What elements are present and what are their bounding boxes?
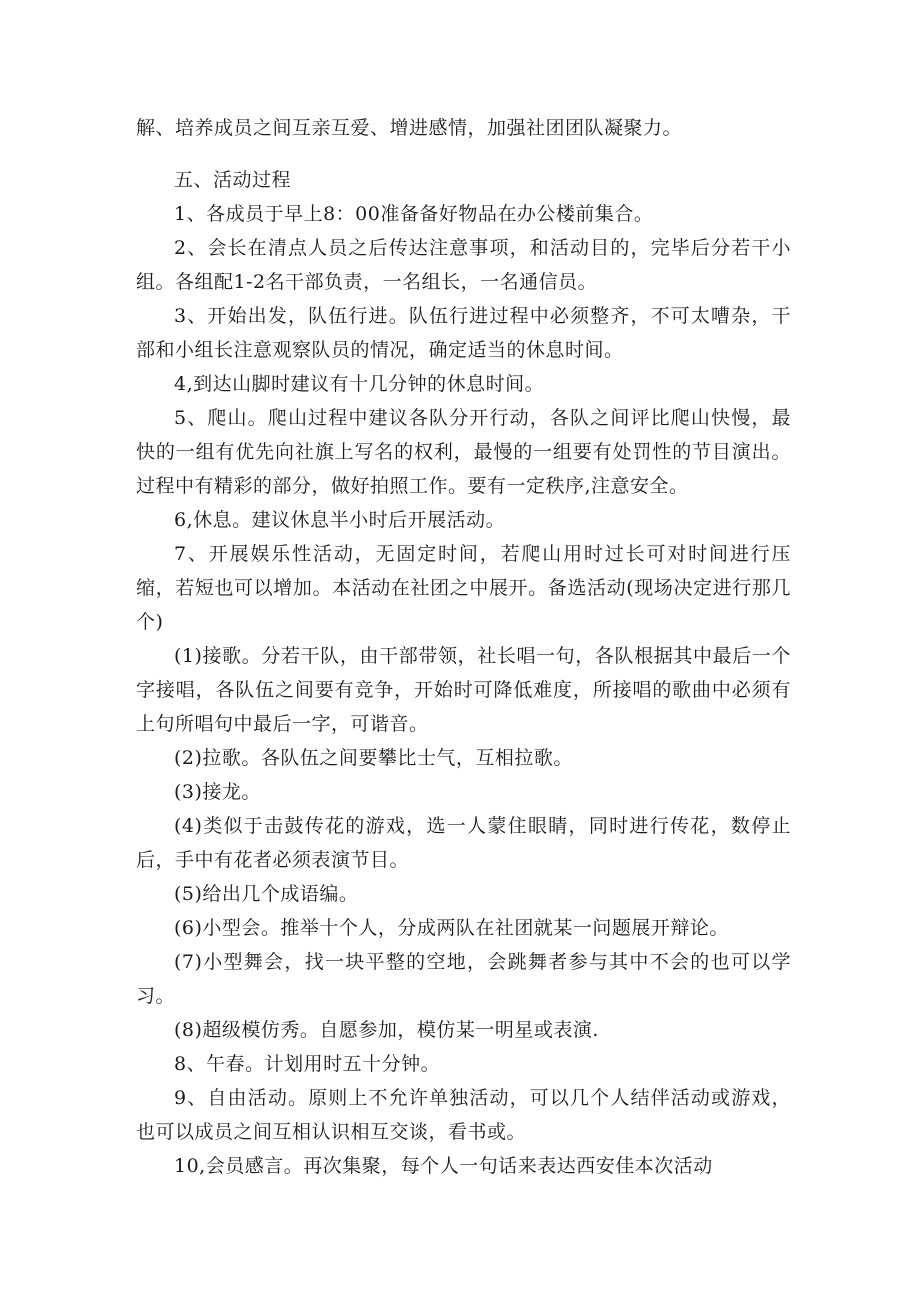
document-body [136,111,791,1183]
paragraph-step-10: 10,会员感言。再次集聚，每个人一句话来表达西安佳本次活动 [174,1155,713,1177]
paragraph-step-9: 9、自由活动。原则上不允许单独活动，可以几个人结伴活动或游戏，也可以成员之间互相认识相互交谈，看书或。 [136,1087,791,1143]
paragraph-activity-1: (1)接歌。分若干队，由干部带领，社长唱一句，各队根据其中最后一个字接唱，各队伍之间要有竞争，开始时可降低难度，所接唱的歌曲中必须有上句所唱句中最后一字，可谐音。 [136,645,791,735]
paragraph-step-1: 1、各成员于早上8：00准备备好物品在办公楼前集合。 [174,203,654,225]
section-heading: 五、活动过程 [174,169,292,191]
paragraph-step-5: 5、爬山。爬山过程中建议各队分开行动，各队之间评比爬山快慢，最快的一组有优先向社旗上写名的权利，最慢的一组要有处罚性的节目演出。过程中有精彩的部分，做好拍照工作。要有一定秩序,注意安全。 [136,407,791,497]
paragraph-activity-4: (4)类似于击鼓传花的游戏，选一人蒙住眼睛，同时进行传花，数停止后，手中有花者必须表演节目。 [136,815,791,871]
paragraph-step-4: 4,到达山脚时建议有十几分钟的休息时间。 [174,373,545,395]
paragraph-step-8: 8、午春。计划用时五十分钟。 [174,1053,441,1075]
paragraph-activity-7: (7)小型舞会，找一块平整的空地，会跳舞者参与其中不会的也可以学习。 [136,951,791,1007]
paragraph-step-6: 6,休息。建议休息半小时后开展活动。 [174,509,506,531]
paragraph-activity-6: (6)小型会。推举十个人，分成两队在社团就某一问题展开辩论。 [174,917,729,939]
paragraph-activity-5: (5)给出几个成语编。 [174,883,359,905]
paragraph-step-3: 3、开始出发，队伍行进。队伍行进过程中必须整齐，不可太嘈杂，干部和小组长注意观察队员的情况，确定适当的休息时间。 [136,305,791,361]
paragraph-activity-8: (8)超级模仿秀。自愿参加，模仿某一明星或表演. [174,1019,599,1041]
paragraph-step-2: 2、会长在清点人员之后传达注意事项，和活动目的，完毕后分若干小组。各组配1-2名干部负责，一名组长，一名通信员。 [136,237,791,293]
paragraph-activity-2: (2)拉歌。各队伍之间要攀比士气，互相拉歌。 [174,747,573,769]
paragraph-continuation: 解、培养成员之间互亲互爱、增进感情，加强社团团队凝聚力。 [136,117,683,139]
paragraph-step-7: 7、开展娱乐性活动，无固定时间，若爬山用时过长可对时间进行压缩，若短也可以增加。本活动在社团之中展开。备选活动(现场决定进行那几个) [136,543,791,633]
paragraph-activity-3: (3)接龙。 [174,781,261,803]
